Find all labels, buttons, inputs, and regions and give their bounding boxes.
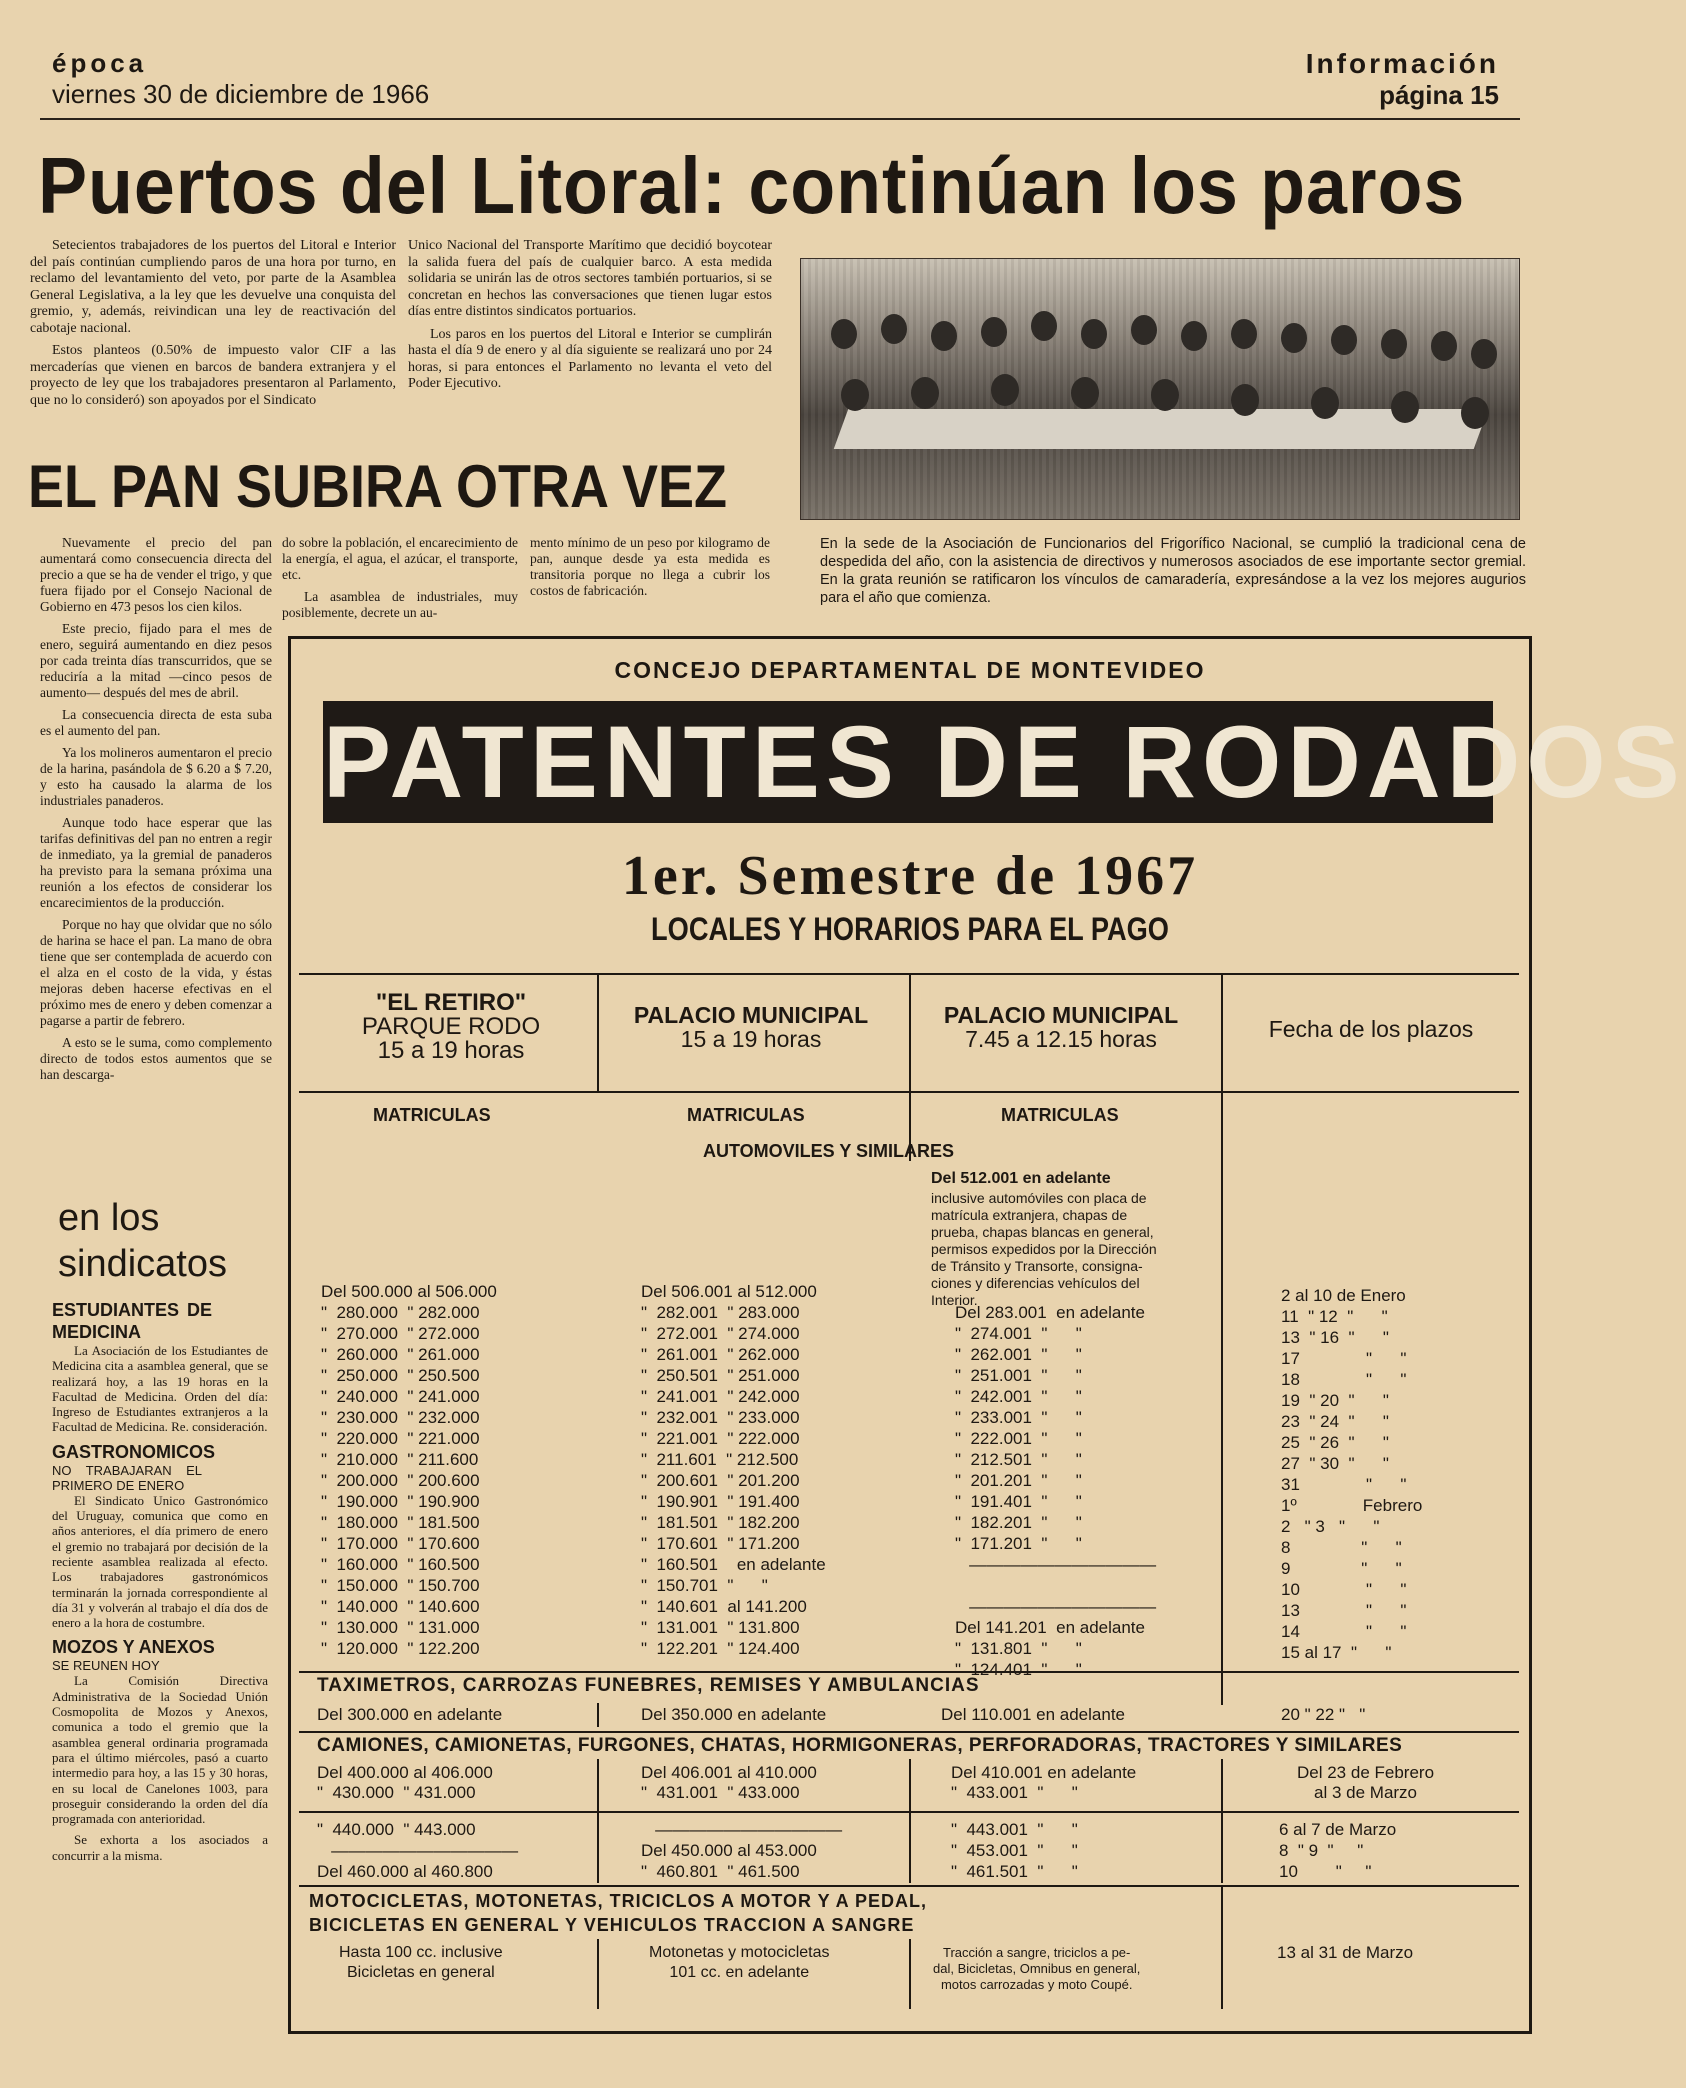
photo-person: [1081, 319, 1107, 349]
paragraph: Aunque todo hace esperar que las tarifas definitivas del pan no entren a regir de inmediato, ya la gremial de panaderos ha previsto para la semana próxima una reunión a los efectos de considerar los encarecimientos de la producción.: [40, 815, 272, 910]
paragraph: A esto se le suma, como complemento directo de todos estos aumentos que se han descarga-: [40, 1035, 272, 1082]
col-divider: [1221, 1759, 1223, 1883]
taxis-c2: Del 350.000 en adelante: [641, 1705, 827, 1724]
col-header-line: "EL RETIRO": [375, 989, 527, 1016]
union-title: GASTRONOMICOS: [52, 1441, 216, 1462]
bread-col3: [530, 535, 770, 605]
union-text: La Asociación de los Estudiantes de Medicina cita a asamblea general, que se realizará hoy, a las 19 horas en la Facultad de Medicina. Orden del día: Ingreso de Estudiantes extranjeros a la Facultad de Medicina. Re. consideración.: [52, 1343, 268, 1435]
photo-person: [841, 379, 869, 411]
col-divider: [597, 1939, 599, 2009]
col-divider: [1221, 973, 1223, 1705]
photo-person: [1231, 319, 1257, 349]
photo-person: [991, 374, 1019, 406]
paragraph: Este precio, fijado para el mes de enero, seguirá aumentando en diez pesos por cada treinta días transcurridos, que se reduciría a la mitad —cinco pesos de aumento— después del mes de abril.: [40, 621, 272, 700]
col-header-fechas: [1221, 1017, 1521, 1041]
photo-person: [931, 321, 957, 351]
col-divider: [1221, 1887, 1223, 2009]
col-divider: [909, 973, 911, 1091]
section-name: Información: [1305, 48, 1499, 79]
union-text: El Sindicato Unico Gastronómico del Uruguay, comunica que como en años anteriores, el día primero de enero el gremio no trabajará por decisión de la reciente asamblea realizada al efecto. Los trabajadores gastronómicos terminarán la jornada correspondiente al día 31 y volverán al trabajo el día dos de enero a la hora de costumbre.: [52, 1492, 268, 1631]
paragraph: do sobre la población, el encarecimiento de la energía, el agua, el azúcar, el transporte, etc.: [282, 535, 518, 582]
trucks-c1b: " 440.000 " 443.000 ——————————— Del 460.000 al 460.800: [317, 1820, 519, 1881]
motos-title-line2: BICICLETAS EN GENERAL Y VEHICULOS TRACCION A SANGRE: [309, 1915, 915, 1935]
trucks-c2b: ——————————— Del 450.000 al 453.000 " 460.801 " 461.500: [641, 1820, 843, 1881]
paragraph: Porque no hay que olvidar que no sólo de harina se hace el pan. La mano de obra tiene que ser contemplada de acuerdo con el alza en el costo de la vida, y éstas mejoras deben hacerse efectivas en el próximo mes de enero y deben comenzar a pagarse a partir de febrero.: [40, 917, 272, 1028]
trucks-title: CAMIONES, CAMIONETAS, FURGONES, CHATAS, HORMIGONERAS, PERFORADORAS, TRACTORES Y SIMILARES: [317, 1735, 1403, 1756]
ad-subtitle: LOCALES Y HORARIOS PARA EL PAGO: [651, 911, 1169, 947]
paragraph: La asamblea de industriales, muy posiblemente, decrete un au-: [282, 589, 518, 620]
trucks-c4b: 6 al 7 de Marzo 8 " 9 " " 10 " ": [1279, 1820, 1397, 1881]
photo-person: [1071, 377, 1099, 409]
trucks-c2a: Del 406.001 al 410.000 " 431.001 " 433.000: [641, 1763, 817, 1802]
paragraph: Setecientos trabajadores de los puertos del Litoral e Interior del país continúan cumpliendo paros de una hora por turno, en reclamo del levantamiento del veto, por parte de la Asamblea General Legislativa, a la ley que les devuelve una conquista del gremio, y, además, reivindican una ley de reactivación del cabotaje nacional.: [30, 238, 396, 336]
photo-person: [831, 319, 857, 349]
autos-col1: Del 500.000 al 506.000 " 280.000 " 282.000 " 270.000 " 272.000 " 260.000 " 261.000 " 250.000 " 250.500 " 240.000 " 241.000 " 230.000 " 232.000 " 220.000 " 221.000 " 210.000 " 211.600 " 200.000 " 200.600 " 190.000 " 190.900 " 180.000 " 181.500 " 170.000 " 170.600 " 160.000 " 160.500 " 150.000 " 150.700 " 140.000 " 140.600 " 130.000 " 131.000 " 120.000 " 122.200: [321, 1282, 497, 1658]
photo-person: [1131, 315, 1157, 345]
col-header-line: PARQUE RODO: [361, 1013, 541, 1040]
matriculas-label: MATRICULAS: [687, 1105, 805, 1125]
trucks-c4a: Del 23 de Febrero al 3 de Marzo: [1297, 1763, 1435, 1802]
union-title: MOZOS Y ANEXOS: [52, 1637, 215, 1658]
paragraph: Ya los molineros aumentaron el precio de la harina, pasándola de $ 6.20 a $ 7.20, y esto ha causado la alarma de los industriales panaderos.: [40, 745, 272, 808]
photo-person: [1231, 384, 1259, 416]
matriculas-label: MATRICULAS: [373, 1105, 491, 1125]
col-divider: [597, 1759, 599, 1883]
ad-title-banner: PATENTES DE RODADOS: [323, 701, 1493, 823]
taxis-c3: Del 110.001 en adelante: [941, 1705, 1126, 1724]
photo-person: [1031, 311, 1057, 341]
rule: [299, 1671, 1519, 1673]
paragraph: mento mínimo de un peso por kilogramo de pan, aunque desde ya esta medida es transitoria porque no llega a cubrir los costos de fabricación.: [530, 535, 770, 598]
issue-date: viernes 30 de diciembre de 1966: [52, 79, 430, 109]
trucks-c3a: Del 410.001 en adelante " 433.001 " ": [951, 1763, 1137, 1802]
col-header-line: 15 a 19 horas: [680, 1026, 822, 1052]
paragraph: Nuevamente el precio del pan aumentará como consecuencia directa del precio a que se ha de vender el trigo, y que fuera fijado por el Consejo Nacional de Gobierno en 473 pesos los cien kilos.: [40, 535, 272, 614]
photo-person: [1391, 391, 1419, 423]
photo-person: [1181, 321, 1207, 351]
ad-semester: 1er. Semestre de 1967: [621, 845, 1199, 907]
photo-person: [1381, 329, 1407, 359]
motos-c3: Tracción a sangre, triciclos a pe- dal, Bicicletas, Omnibus en general, motos carrozadas y moto Coupé.: [933, 1945, 1141, 1992]
matriculas-label: MATRICULAS: [1001, 1105, 1119, 1125]
paragraph: La consecuencia directa de esta suba es el aumento del pan.: [40, 707, 272, 738]
header-rule: [40, 118, 1520, 120]
photo-person: [1331, 325, 1357, 355]
ports-article-col2: [408, 238, 772, 399]
photo-person: [981, 317, 1007, 347]
col-divider: [909, 1939, 911, 2009]
paragraph: Estos planteos (0.50% de impuesto valor CIF a las mercaderías que vienen en barcos de bandera extranjera y el proyecto de ley que los trabajadores presentaron al Parlamento, que no lo consideró) son apoyados por el Sindicato: [30, 343, 396, 408]
rule: [299, 1731, 1519, 1733]
newspaper-name: época: [52, 48, 148, 78]
union-title: ESTUDIANTES DE MEDICINA: [52, 1300, 212, 1342]
motos-title-line1: MOTOCICLETAS, MOTONETAS, TRICICLOS A MOTOR Y A PEDAL,: [309, 1891, 928, 1911]
photo-person: [1431, 331, 1457, 361]
col-divider: [597, 1703, 599, 1727]
photo-person: [1151, 379, 1179, 411]
col-header-palacio-pm: [601, 1003, 901, 1051]
unions-heading-line1: en los: [58, 1197, 160, 1239]
col-header-line: PALACIO MUNICIPAL: [633, 1002, 869, 1028]
group-photo: [800, 258, 1520, 520]
photo-table: [834, 409, 1489, 449]
col-header-line: Fecha de los plazos: [1268, 1016, 1474, 1042]
union-subtitle: SE REUNEN HOY: [52, 1658, 160, 1674]
note-text: inclusive automóviles con placa de matrícula extranjera, chapas de prueba, chapas blancas en general, permisos expedidos por la Dirección de Tránsito y Transorte, consigna- ciones y diferencias vehículos del Interior.: [931, 1190, 1157, 1308]
masthead-right: [1306, 48, 1499, 111]
autos-col4: 2 al 10 de Enero 11 " 12 " " 13 " 16 " " 17 " " 18 " " 19 " 20 " " 23 " 24 " " 25 " 26 " " 27 " 30 " " 31 " " 1º Febrero 2 " 3 " " 8 " " 9 " " 10 " " 13 " " 14 " " 15 al 17 " ": [1281, 1286, 1423, 1662]
unions-heading-line2: sindicatos: [58, 1243, 227, 1285]
rule: [299, 1885, 1519, 1887]
col-divider: [909, 1759, 911, 1883]
note-heading: Del 512.001 en adelante: [931, 1170, 1111, 1187]
unions-heading: [58, 1195, 227, 1287]
union-text: Se exhorta a los asociados a concurrir a la misma.: [52, 1832, 268, 1863]
masthead-left: [52, 48, 429, 110]
bread-headline: EL PAN SUBIRA OTRA VEZ: [28, 453, 728, 520]
paragraph: Los paros en los puertos del Litoral e Interior se cumplirán hasta el día 9 de enero y al día siguiente se realizará uno por 24 horas, si para entonces el Parlamento no levanta el veto del Poder Ejecutivo.: [408, 326, 772, 391]
taxis-c4: 20 " 22 " ": [1281, 1705, 1366, 1724]
photo-person: [1461, 397, 1489, 429]
motos-c1: Hasta 100 cc. inclusive Bicicletas en general: [339, 1944, 503, 1981]
autos-col2: Del 506.001 al 512.000 " 282.001 " 283.000 " 272.001 " 274.000 " 261.001 " 262.000 " 250.501 " 251.000 " 241.001 " 242.000 " 232.001 " 233.000 " 221.001 " 222.000 " 211.601 " 212.500 " 200.601 " 201.200 " 190.901 " 191.400 " 181.501 " 182.200 " 170.601 " 171.200 " 160.501 en adelante " 150.701 " " " 140.601 al 141.200 " 131.001 " 131.800 " 122.201 " 124.400: [641, 1282, 826, 1658]
trucks-c3b: " 443.001 " " " 453.001 " " " 461.501 " ": [951, 1820, 1078, 1881]
union-text: La Comisión Directiva Administrativa de la Sociedad Unión Cosmopolita de Mozos y Anexos, comunica a todo el gremio que la asamblea general ordinaria programada para el último miércoles, pasó a cuarto intermedio para hoy, a las 15 y 30 horas, en su local de Canelones 1003, para proseguir considerando la orden del día programada con anterioridad.: [52, 1673, 268, 1827]
ad-issuer: CONCEJO DEPARTAMENTAL DE MONTEVIDEO: [614, 657, 1206, 683]
page-number: página 15: [1379, 80, 1499, 110]
unions-column: [52, 1295, 268, 1869]
main-headline: Puertos del Litoral: continúan los paros: [38, 141, 1466, 230]
autos-col3: Del 283.001 en adelante " 274.001 " " " 262.001 " " " 251.001 " " " 242.001 " " " 233.001 " " " 222.001 " " " 212.501 " " " 201.201 " " " 191.401 " " " 182.201 " " " 171.201 " " ——————————— ——————————— Del 141.201 en adelante " 131.801 " " " 124.401 " ": [955, 1303, 1157, 1679]
photo-person: [911, 377, 939, 409]
photo-person: [881, 314, 907, 344]
trucks-c1a: Del 400.000 al 406.000 " 430.000 " 431.000: [317, 1763, 493, 1802]
autos-label: AUTOMOVILES Y SIMILARES: [703, 1141, 955, 1161]
photo-person: [1281, 323, 1307, 353]
vehicle-licenses-ad: [288, 636, 1686, 2034]
motos-c4: 13 al 31 de Marzo: [1277, 1943, 1414, 1962]
taxis-title: TAXIMETROS, CARROZAS FUNEBRES, REMISES Y AMBULANCIAS: [317, 1675, 980, 1696]
taxis-c1: Del 300.000 en adelante: [317, 1705, 503, 1724]
photo-person: [1471, 339, 1497, 369]
photo-person: [1311, 387, 1339, 419]
motos-c2: Motonetas y motocicletas 101 cc. en adelante: [649, 1944, 830, 1981]
bread-col1: [40, 535, 272, 1089]
union-subtitle: NO TRABAJARAN EL PRIMERO DE ENERO: [52, 1462, 202, 1493]
col-header-line: 7.45 a 12.15 horas: [965, 1026, 1157, 1052]
col-header-palacio-am: [911, 1003, 1211, 1051]
col-header-line: 15 a 19 horas: [377, 1037, 525, 1064]
col-header-line: PALACIO MUNICIPAL: [943, 1002, 1179, 1028]
paragraph: Unico Nacional del Transporte Marítimo que decidió boycotear la salida fuera del país de cualquier barco. A esta medida solidaria se unirán las de otros sectores también portuarios, si se concretan en hechos las conversaciones que tienen lugar estos días entre distintos sindicatos portuarios.: [408, 238, 772, 319]
ports-article-col1: [30, 238, 396, 415]
col-divider: [597, 973, 599, 1091]
bread-col2: [282, 535, 518, 627]
photo-caption: En la sede de la Asociación de Funcionarios del Frigorífico Nacional, se cumplió la tradicional cena de despedida del año, con la asistencia de directivos y numerosos asociados de ese importante sector gremial. En la grata reunión se ratificaron los vínculos de camaradería, expresándose a la vez los mejores augurios para el año que comienza.: [820, 536, 1526, 606]
col-header-retiro: [301, 991, 601, 1063]
